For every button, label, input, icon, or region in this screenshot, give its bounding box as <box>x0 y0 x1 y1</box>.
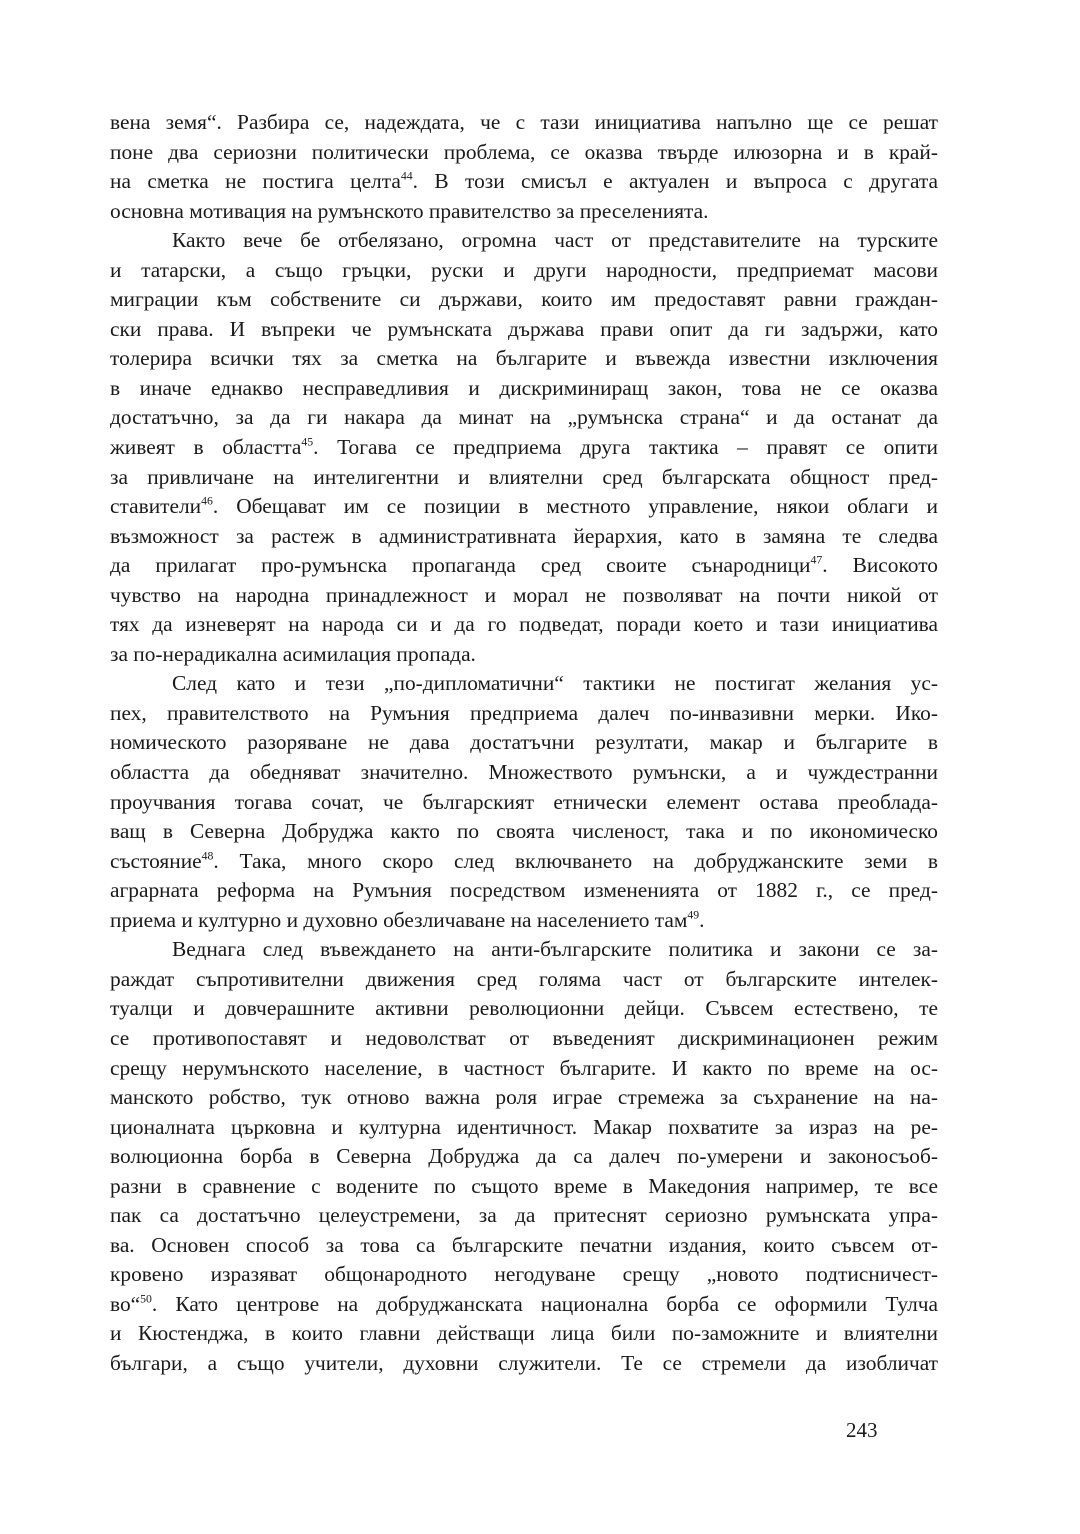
line-text: за привличане на интелигентни и влиятелни сред българската общност пред- <box>110 464 938 489</box>
line-text: Както вече бе отбелязано, огромна част от представителите на турските <box>172 228 938 253</box>
line-text-tail: . Така, много скоро след включването на добруджанските земи в <box>213 848 938 873</box>
footnote-ref[interactable]: 46 <box>201 494 213 508</box>
text-line <box>110 403 938 433</box>
text-line <box>110 197 938 227</box>
text-line <box>110 1319 938 1349</box>
line-text: срещу нерумънското население, в частност българите. И както по време на ос- <box>110 1055 938 1080</box>
text-line <box>110 463 938 493</box>
line-text: в иначе еднакво несправедливия и дискриминиращ закон, това не се оказва <box>110 375 938 400</box>
line-text: да прилагат про-румънска пропаганда сред своите сънародници <box>110 553 811 578</box>
line-text: ционалната църковна и културна идентичност. Макар похватите за израз на ре- <box>110 1114 938 1139</box>
text-line <box>110 285 938 315</box>
line-text: кровено изразяват общонародното негодуване срещу „новото подтисничест- <box>110 1262 938 1287</box>
text-line <box>110 906 938 936</box>
line-text: пех, правителството на Румъния предприема далеч по-инвазивни мерки. Ико- <box>110 700 938 725</box>
text-line <box>110 669 938 699</box>
text-line <box>110 581 938 611</box>
text-line <box>110 315 938 345</box>
line-text-tail: . Тогава се предприема друга тактика – правят се опити <box>313 435 938 460</box>
text-line <box>110 1142 938 1172</box>
text-line <box>110 1231 938 1261</box>
line-text: ставители <box>110 494 202 519</box>
line-text: пак са достатъчно целеустремени, за да притеснят сериозно румънската упра- <box>110 1203 938 1228</box>
text-line <box>110 1054 938 1084</box>
text-line <box>110 610 938 640</box>
text-line <box>110 226 938 256</box>
line-text: на сметка не постига целта <box>110 169 401 194</box>
text-line <box>110 994 938 1024</box>
text-line <box>110 492 938 522</box>
text-line <box>110 256 938 286</box>
footnote-ref[interactable]: 50 <box>140 1292 152 1306</box>
line-text: българи, а също учители, духовни служители. Те се стремели да изобличат <box>110 1350 938 1375</box>
line-text: и татарски, а също гръцки, руски и други народности, предприемат масови <box>110 257 938 282</box>
line-text: манското робство, тук отново важна роля играе стремежа за съхранение на на- <box>110 1085 938 1110</box>
line-text: разни в сравнение с водените по същото време в Македония например, те все <box>110 1173 938 1198</box>
line-text: проучвания тогава сочат, че българският етнически елемент остава преоблада- <box>110 789 938 814</box>
page-number: 243 <box>846 1418 878 1442</box>
text-line <box>110 1083 938 1113</box>
line-text-tail: . В този смисъл е актуален и въпроса с другата <box>412 169 938 194</box>
line-text-tail: . <box>699 907 705 932</box>
line-text-tail: . Като центрове на добруджанската национална борба се оформили Тулча <box>151 1291 938 1316</box>
text-line <box>110 1113 938 1143</box>
text-line <box>110 640 938 670</box>
footnote-ref[interactable]: 49 <box>687 908 700 922</box>
text-line <box>110 1201 938 1231</box>
line-text: ва. Основен способ за това са българските печатни издания, които съвсем от- <box>110 1232 938 1257</box>
text-line <box>110 699 938 729</box>
line-text-tail: . Високото <box>822 553 938 578</box>
line-text: миграции към собствените си държави, които им предоставят равни граждан- <box>110 287 938 312</box>
line-text: След като и тези „по-дипломатични“ тактики не постигат желания ус- <box>172 671 938 696</box>
text-line <box>110 374 938 404</box>
text-line <box>110 1260 938 1290</box>
paragraph <box>110 108 938 226</box>
text-line <box>110 344 938 374</box>
footnote-ref[interactable]: 47 <box>810 553 823 567</box>
line-text: туалци и довчерашните активни революционни дейци. Съвсем естествено, те <box>110 996 938 1021</box>
text-line <box>110 817 938 847</box>
text-line <box>110 1349 938 1379</box>
text-line <box>110 1024 938 1054</box>
text-line <box>110 935 938 965</box>
line-text: поне два сериозни политически проблема, се оказва твърде илюзорна и в край- <box>110 139 938 164</box>
line-text: основна мотивация на румънското правителство за преселенията. <box>110 198 709 223</box>
line-text: приема и културно и духовно обезличаване на населението там <box>110 907 688 932</box>
text-line <box>110 167 938 197</box>
line-text: живеят в областта <box>110 435 302 460</box>
footnote-ref[interactable]: 48 <box>201 849 214 863</box>
line-text: волюционна борба в Северна Добруджа да са далеч по-умерени и законосъоб- <box>110 1144 938 1169</box>
text-line <box>110 758 938 788</box>
line-text: номическото разоряване не дава достатъчни резултати, макар и българите в <box>110 730 938 755</box>
line-text: възможност за растеж в административната йерархия, като в замяна те следва <box>110 523 938 548</box>
paragraph <box>110 226 938 669</box>
line-text: ски права. И въпреки че румънската държава прави опит да ги задържи, като <box>110 316 938 341</box>
line-text: достатъчно, за да ги накара да минат на „румънска страна“ и да останат да <box>110 405 938 430</box>
body-text <box>110 108 938 1379</box>
line-text: вена земя“. Разбира се, надеждата, че с тази инициатива напълно ще се решат <box>110 110 938 134</box>
text-line <box>110 965 938 995</box>
line-text: тях да изневерят на народа си и да го подведат, поради което и тази инициатива <box>110 612 938 637</box>
line-text: и Кюстенджа, в които главни действащи лица били по-заможните и влиятелни <box>110 1321 938 1346</box>
paragraph <box>110 935 938 1378</box>
text-line <box>110 522 938 552</box>
footnote-ref[interactable]: 45 <box>301 435 314 449</box>
text-line <box>110 847 938 877</box>
footnote-ref[interactable]: 44 <box>400 169 413 183</box>
line-text: състояние <box>110 848 202 873</box>
text-line <box>110 728 938 758</box>
line-text: раждат съпротивителни движения сред голяма част от българските интелек- <box>110 966 938 991</box>
line-text-tail: . Обещават им се позиции в местното управление, някои облаги и <box>212 494 938 519</box>
line-text: во“ <box>110 1291 141 1316</box>
text-line <box>110 433 938 463</box>
text-line <box>110 876 938 906</box>
text-line <box>110 138 938 168</box>
line-text: Веднага след въвеждането на анти-българските политика и закони се за- <box>172 937 938 962</box>
text-line <box>110 108 938 138</box>
line-text: толерира всички тях за сметка на българите и въвежда известни изключения <box>110 346 938 371</box>
line-text: ващ в Северна Добруджа както по своята численост, така и по икономическо <box>110 819 938 844</box>
line-text: областта да обедняват значително. Множеството румънски, а и чуждестранни <box>110 760 938 785</box>
line-text: аграрната реформа на Румъния посредством измененията от 1882 г., се пред- <box>110 878 938 903</box>
paragraph <box>110 669 938 935</box>
line-text: за по-нерадикална асимилация пропада. <box>110 641 476 666</box>
text-line <box>110 551 938 581</box>
text-line <box>110 1290 938 1320</box>
line-text: се противопоставят и недоволстват от въведеният дискриминационен режим <box>110 1025 938 1050</box>
line-text: чувство на народна принадлежност и морал не позволяват на почти никой от <box>110 582 938 607</box>
text-line <box>110 788 938 818</box>
text-line <box>110 1172 938 1202</box>
